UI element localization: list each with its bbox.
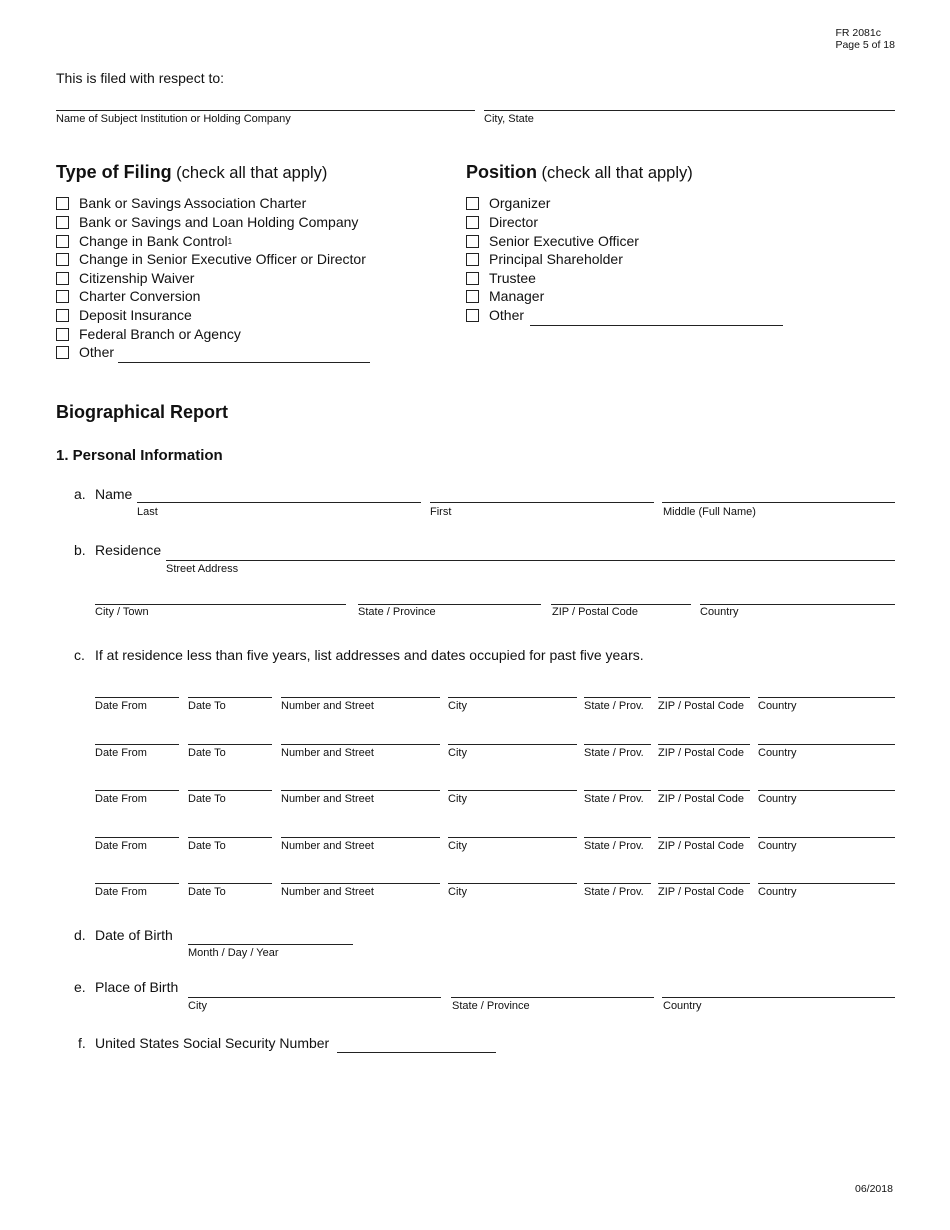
position-option-director[interactable]: Director xyxy=(466,213,538,231)
pob-country-label: Country xyxy=(663,1000,702,1012)
checkbox[interactable] xyxy=(56,253,69,266)
type-of-filing-heading xyxy=(56,162,327,183)
checkbox[interactable] xyxy=(56,272,69,285)
prev-address-field[interactable] xyxy=(281,697,440,698)
pob-state-field[interactable] xyxy=(451,997,654,998)
first-name-label: First xyxy=(430,506,452,518)
revision-date: 06/2018 xyxy=(855,1183,893,1195)
type-of-filing-title: Type of Filing xyxy=(56,162,172,182)
prev-address-column-label: City xyxy=(448,793,467,805)
filing-option-holding-company[interactable]: Bank or Savings and Loan Holding Company xyxy=(56,213,358,231)
prev-address-column-label: City xyxy=(448,886,467,898)
checkbox[interactable] xyxy=(466,197,479,210)
prev-address-field[interactable] xyxy=(448,697,577,698)
city-state-field[interactable] xyxy=(484,110,895,111)
prev-address-field[interactable] xyxy=(188,697,272,698)
ssn-label: United States Social Security Number xyxy=(95,1035,330,1051)
prev-address-field[interactable] xyxy=(281,744,440,745)
prev-address-field[interactable] xyxy=(95,697,179,698)
pob-city-label: City xyxy=(188,1000,207,1012)
prev-address-column-label: Number and Street xyxy=(281,886,374,898)
residence-country-label: Country xyxy=(700,606,739,618)
last-name-label: Last xyxy=(137,506,158,518)
prev-address-field[interactable] xyxy=(188,790,272,791)
prev-address-column-label: Date From xyxy=(95,793,147,805)
residence-zip-label: ZIP / Postal Code xyxy=(552,606,639,618)
prev-address-column-label: ZIP / Postal Code xyxy=(658,747,745,759)
prev-address-column-label: Date To xyxy=(188,793,226,805)
prev-address-column-label: Country xyxy=(758,886,797,898)
position-title: Position xyxy=(466,162,537,182)
prev-address-field[interactable] xyxy=(95,883,179,884)
residence-country-field[interactable] xyxy=(700,604,895,605)
residence-label: Residence xyxy=(95,542,162,558)
pob-city-field[interactable] xyxy=(188,997,441,998)
form-id: FR 2081c xyxy=(835,27,881,39)
checkbox[interactable] xyxy=(56,328,69,341)
prev-address-field[interactable] xyxy=(658,790,750,791)
filed-intro: This is filed with respect to: xyxy=(56,70,225,86)
previous-addresses-instruction: If at residence less than five years, list addresses and dates occupied for past five years. xyxy=(95,647,644,663)
prev-address-column-label: Number and Street xyxy=(281,793,374,805)
institution-name-field[interactable] xyxy=(56,110,475,111)
filing-option-deposit-insurance[interactable]: Deposit Insurance xyxy=(56,306,192,324)
institution-label: Name of Subject Institution or Holding Company xyxy=(56,113,291,125)
dob-field[interactable] xyxy=(188,944,353,945)
filing-option-other[interactable]: Other xyxy=(56,343,114,361)
position-option-other[interactable]: Other xyxy=(466,306,524,324)
item-e-letter: e. xyxy=(74,979,86,995)
prev-address-field[interactable] xyxy=(584,790,651,791)
city-state-label: City, State xyxy=(484,113,534,125)
prev-address-field[interactable] xyxy=(448,744,577,745)
prev-address-column-label: Number and Street xyxy=(281,700,374,712)
prev-address-column-label: Date To xyxy=(188,747,226,759)
prev-address-field[interactable] xyxy=(758,837,895,838)
last-name-field[interactable] xyxy=(137,502,421,503)
residence-state-field[interactable] xyxy=(358,604,541,605)
checkbox[interactable] xyxy=(466,290,479,303)
position-option-trustee[interactable]: Trustee xyxy=(466,269,536,287)
prev-address-column-label: State / Prov. xyxy=(584,747,644,759)
prev-address-field[interactable] xyxy=(584,883,651,884)
checkbox[interactable] xyxy=(466,235,479,248)
filing-option-senior-officer[interactable]: Change in Senior Executive Officer or Director xyxy=(56,250,366,268)
residence-zip-field[interactable] xyxy=(551,604,691,605)
prev-address-column-label: Date From xyxy=(95,840,147,852)
prev-address-column-label: Country xyxy=(758,793,797,805)
prev-address-column-label: Date To xyxy=(188,700,226,712)
checkbox[interactable] xyxy=(56,309,69,322)
position-option-senior-officer[interactable]: Senior Executive Officer xyxy=(466,232,639,250)
prev-address-column-label: Date From xyxy=(95,747,147,759)
filing-option-federal-branch[interactable]: Federal Branch or Agency xyxy=(56,325,241,343)
page-number: Page 5 of 18 xyxy=(835,39,895,51)
item-f-letter: f. xyxy=(78,1035,86,1051)
prev-address-field[interactable] xyxy=(281,790,440,791)
prev-address-field[interactable] xyxy=(188,883,272,884)
position-other-field[interactable] xyxy=(530,325,783,326)
position-option-manager[interactable]: Manager xyxy=(466,287,544,305)
middle-name-label: Middle (Full Name) xyxy=(663,506,756,518)
prev-address-column-label: ZIP / Postal Code xyxy=(658,793,745,805)
name-label: Name xyxy=(95,486,133,502)
prev-address-column-label: City xyxy=(448,700,467,712)
item-b-letter: b. xyxy=(74,542,86,558)
checkbox[interactable] xyxy=(56,235,69,248)
prev-address-field[interactable] xyxy=(758,883,895,884)
prev-address-column-label: City xyxy=(448,840,467,852)
city-town-field[interactable] xyxy=(95,604,346,605)
prev-address-column-label: Country xyxy=(758,700,797,712)
street-address-label: Street Address xyxy=(166,563,239,575)
prev-address-column-label: Country xyxy=(758,747,797,759)
prev-address-field[interactable] xyxy=(95,790,179,791)
prev-address-column-label: State / Prov. xyxy=(584,793,644,805)
prev-address-column-label: ZIP / Postal Code xyxy=(658,886,745,898)
checkbox[interactable] xyxy=(466,272,479,285)
prev-address-column-label: Country xyxy=(758,840,797,852)
item-c-letter: c. xyxy=(74,647,85,663)
filing-option-charter-conversion[interactable]: Charter Conversion xyxy=(56,287,200,305)
prev-address-column-label: Date From xyxy=(95,700,147,712)
form-header xyxy=(835,27,895,51)
position-subtitle: (check all that apply) xyxy=(541,164,693,182)
residence-state-label: State / Province xyxy=(358,606,436,618)
prev-address-column-label: State / Prov. xyxy=(584,886,644,898)
filing-option-change-in-control[interactable]: Change in Bank Control 1 xyxy=(56,232,232,250)
prev-address-field[interactable] xyxy=(658,883,750,884)
street-address-field[interactable] xyxy=(166,560,895,561)
filing-option-charter[interactable]: Bank or Savings Association Charter xyxy=(56,194,306,212)
dob-label: Date of Birth xyxy=(95,927,173,943)
middle-name-field[interactable] xyxy=(662,502,895,503)
prev-address-column-label: ZIP / Postal Code xyxy=(658,700,745,712)
prev-address-column-label: Number and Street xyxy=(281,840,374,852)
pob-country-field[interactable] xyxy=(662,997,895,998)
position-heading xyxy=(466,162,693,183)
position-option-organizer[interactable]: Organizer xyxy=(466,194,550,212)
city-town-label: City / Town xyxy=(95,606,149,618)
prev-address-field[interactable] xyxy=(188,744,272,745)
prev-address-column-label: Date To xyxy=(188,840,226,852)
prev-address-column-label: Number and Street xyxy=(281,747,374,759)
prev-address-field[interactable] xyxy=(281,837,440,838)
prev-address-field[interactable] xyxy=(584,744,651,745)
prev-address-field[interactable] xyxy=(448,790,577,791)
checkbox[interactable] xyxy=(466,253,479,266)
prev-address-field[interactable] xyxy=(758,744,895,745)
prev-address-field[interactable] xyxy=(584,837,651,838)
pob-state-label: State / Province xyxy=(452,1000,530,1012)
prev-address-field[interactable] xyxy=(658,697,750,698)
prev-address-field[interactable] xyxy=(188,837,272,838)
prev-address-field[interactable] xyxy=(758,790,895,791)
filing-other-field[interactable] xyxy=(118,362,370,363)
prev-address-field[interactable] xyxy=(281,883,440,884)
prev-address-field[interactable] xyxy=(448,837,577,838)
ssn-field[interactable] xyxy=(337,1052,496,1053)
prev-address-field[interactable] xyxy=(584,697,651,698)
checkbox[interactable] xyxy=(466,216,479,229)
prev-address-field[interactable] xyxy=(95,837,179,838)
type-of-filing-subtitle: (check all that apply) xyxy=(176,164,328,182)
prev-address-field[interactable] xyxy=(758,697,895,698)
section-personal-info: 1. Personal Information xyxy=(56,447,223,464)
position-option-principal-shareholder[interactable]: Principal Shareholder xyxy=(466,250,623,268)
prev-address-column-label: City xyxy=(448,747,467,759)
prev-address-column-label: ZIP / Postal Code xyxy=(658,840,745,852)
checkbox[interactable] xyxy=(56,346,69,359)
prev-address-field[interactable] xyxy=(448,883,577,884)
prev-address-column-label: State / Prov. xyxy=(584,700,644,712)
footnote-marker: 1 xyxy=(227,236,233,246)
prev-address-field[interactable] xyxy=(658,837,750,838)
item-d-letter: d. xyxy=(74,927,86,943)
bio-title: Biographical Report xyxy=(56,402,229,422)
checkbox[interactable] xyxy=(56,290,69,303)
checkbox[interactable] xyxy=(56,216,69,229)
checkbox[interactable] xyxy=(466,309,479,322)
prev-address-column-label: State / Prov. xyxy=(584,840,644,852)
prev-address-column-label: Date To xyxy=(188,886,226,898)
item-a-letter: a. xyxy=(74,486,86,502)
prev-address-column-label: Date From xyxy=(95,886,147,898)
checkbox[interactable] xyxy=(56,197,69,210)
pob-label: Place of Birth xyxy=(95,979,179,995)
filing-option-citizenship[interactable]: Citizenship Waiver xyxy=(56,269,194,287)
first-name-field[interactable] xyxy=(430,502,654,503)
dob-sub-label: Month / Day / Year xyxy=(188,947,279,959)
prev-address-field[interactable] xyxy=(95,744,179,745)
prev-address-field[interactable] xyxy=(658,744,750,745)
